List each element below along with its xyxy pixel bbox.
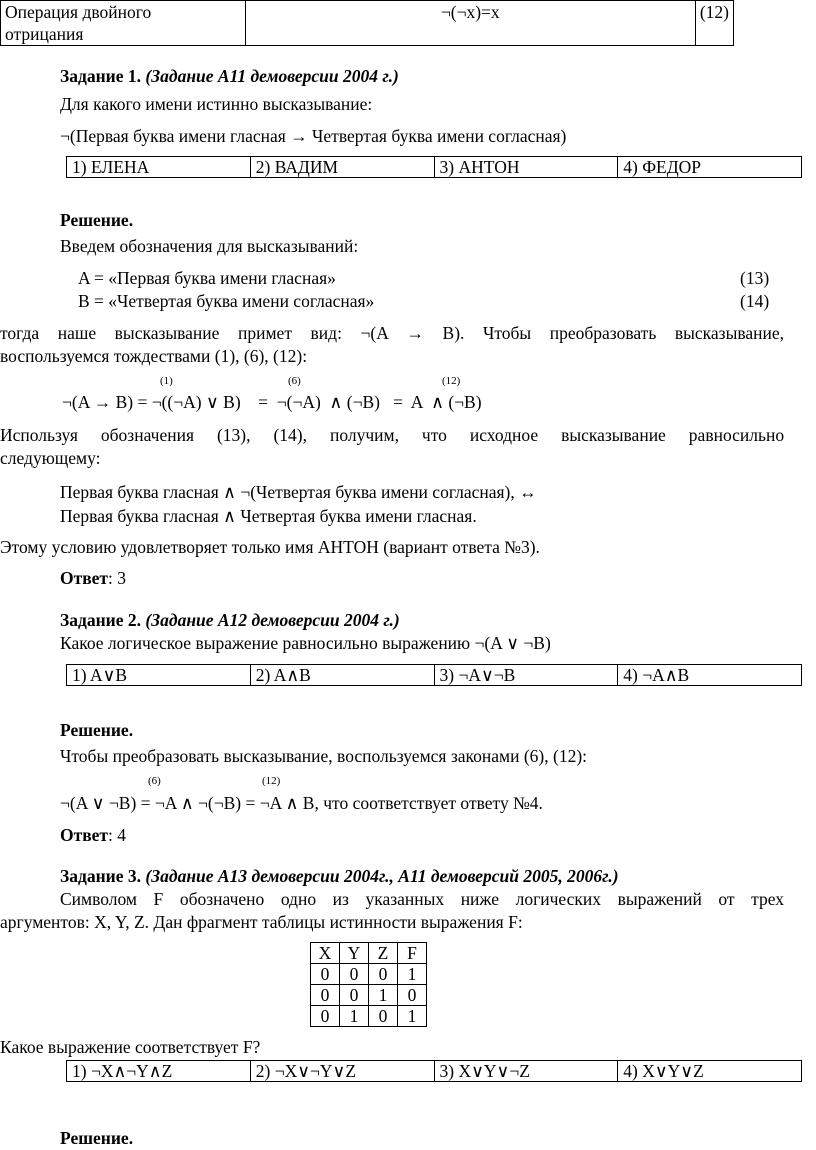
task3-answers-table [66,1060,802,1082]
answer-value: : 4 [108,825,127,845]
task1-paragraph2-line1 [0,425,784,446]
task1-conclusion: Этому условию удовлетворяет только имя АНТОН (вариант ответа №3). [0,537,540,557]
task1-answers-table [66,156,802,178]
task2-answer-3: 3) ¬A∨¬B [434,665,618,686]
word: Чтобы [482,323,532,343]
task1-answer-4: 4) ФЕДОР [618,157,802,178]
formula1-ref-1: (1) [160,375,173,387]
task3-answer-1: 1) ¬X∧¬Y∧Z [67,1061,251,1082]
task1-question: Для какого имени истинно высказывание: [60,94,373,114]
cell: 1 [369,985,398,1006]
word: (14), [273,425,307,445]
word: преобразовать [549,323,657,343]
word: равносильно [688,425,785,445]
word: ¬(A [360,323,388,343]
formula2-ref-12: (12) [262,775,281,787]
task1-answer-1: 1) ЕЛЕНА [67,157,251,178]
word: B). [442,323,465,343]
word: наше [57,323,97,343]
cell: 0 [340,964,369,985]
task2-answer-1: 1) A∨B [67,665,251,686]
cell: 1 [398,964,427,985]
formula2: ¬(A ∨ ¬B) = ¬A ∧ ¬(¬B) = ¬A ∧ B, что соответствует ответу №4. [60,793,543,813]
task2-heading [60,610,400,631]
word: обозначено [179,889,265,909]
formula2-ref-6: (6) [148,775,161,787]
word: что [421,425,447,445]
task2-label: Задание 2. [60,610,142,630]
identity-formula: ¬(¬x)=x [245,1,695,46]
cell: 0 [369,964,398,985]
task2-answer [60,825,126,846]
word: указанных [365,889,445,909]
cell: 0 [311,1006,340,1027]
task3-source: (Задание А13 демоверсии 2004г., А11 демоверсий 2005, 2006г.) [145,866,619,886]
task3-line2: аргументов: X, Y, Z. Дан фрагмент таблицы истинности выражения F: [0,912,523,932]
task3-label: Задание 3. [60,866,142,886]
task3-heading [60,866,619,887]
identity-row [1,1,734,46]
header-x: X [311,943,340,964]
cell: 0 [311,985,340,1006]
task3-line1 [60,889,784,910]
task2-source: (Задание А12 демоверсии 2004 г.) [145,610,400,630]
task1-intro: Введем обозначения для высказываний: [60,236,359,256]
cell: 0 [311,964,340,985]
task1-source: (Задание А11 демоверсии 2004 г.) [145,66,399,86]
cell: 0 [398,985,427,1006]
word: примет [238,323,292,343]
answer-label: Ответ [60,825,109,845]
word: высказывание, [674,323,785,343]
word: ниже [460,889,500,909]
formula1-ref-6: (6) [288,375,301,387]
task1-paragraph1-line2: воспользуемся тождествами (1), (6), (12): [0,346,308,366]
equivalence-line2: Первая буква гласная ∧ Четвертая буква имени гласная. [60,506,477,526]
definition-a-number: (13) [740,268,770,288]
task3-answer-2: 2) ¬X∨¬Y∨Z [250,1061,434,1082]
cell: 0 [340,985,369,1006]
task1-statement: ¬(Первая буква имени гласная → Четвертая буква имени согласная) [60,126,567,146]
definition-b-number: (14) [740,291,770,311]
equivalence-line1: Первая буква гласная ∧ ¬(Четвертая буква имени согласная), ↔ [60,482,537,502]
table-row [311,1006,427,1027]
task1-solution-label: Решение. [60,210,134,230]
cell: 1 [398,1006,427,1027]
identity-name: Операция двойного отрицания [1,1,246,46]
task1-paragraph1-line1 [0,323,784,344]
task1-heading [60,66,399,87]
header-z: Z [369,943,398,964]
header-y: Y [340,943,369,964]
task1-paragraph2-line2: следующему: [0,448,101,468]
word: Символом [60,889,137,909]
task1-answer-3: 3) АНТОН [434,157,618,178]
formula1-ref-12: (12) [442,375,461,387]
task2-solution-label: Решение. [60,720,134,740]
word: выражений [617,889,702,909]
truth-table-header [311,943,427,964]
word: высказывание [561,425,666,445]
task3-answer-4: 4) X∨Y∨Z [618,1061,802,1082]
cell: 1 [340,1006,369,1027]
formula1: ¬(A → B) = ¬((¬A) ∨ B) = ¬(¬A) ∧ (¬B) = A ∧ (¬B) [62,392,482,412]
task3-question: Какое выражение соответствует F? [0,1037,261,1057]
word: тогда [0,323,40,343]
answer-value: : 3 [108,568,127,588]
word: из [332,889,349,909]
word: трех [751,889,784,909]
word: вид: [310,323,342,343]
answer-label: Ответ [60,568,109,588]
definition-a: A = «Первая буква имени гласная» [78,268,336,288]
word: (13), [216,425,251,445]
word: исходное [469,425,539,445]
identity-table [0,0,734,46]
task3-answer-3: 3) X∨Y∨¬Z [434,1061,618,1082]
word: → [406,323,424,343]
table-row [311,964,427,985]
identity-number: (12) [695,1,733,46]
word: получим, [329,425,399,445]
header-f: F [398,943,427,964]
task3-solution-label: Решение. [60,1128,134,1148]
task2-answers-table [66,664,802,686]
word: Используя [0,425,78,445]
task2-answer-4: 4) ¬A∧B [618,665,802,686]
word: от [718,889,735,909]
word: логических [515,889,602,909]
truth-table [310,942,427,1027]
table-row [311,985,427,1006]
task2-question: Какое логическое выражение равносильно выражению ¬(A ∨ ¬B) [60,633,551,653]
word: обозначения [100,425,194,445]
word: высказывание [114,323,220,343]
task2-intro: Чтобы преобразовать высказывание, воспользуемся законами (6), (12): [60,746,588,766]
task2-answer-2: 2) A∧B [250,665,434,686]
task1-answer [60,568,126,589]
task1-answer-2: 2) ВАДИМ [250,157,434,178]
cell: 0 [369,1006,398,1027]
word: одно [280,889,317,909]
definition-b: B = «Четвертая буква имени согласная» [78,291,375,311]
word: F [153,889,164,909]
task1-label: Задание 1. [60,66,142,86]
